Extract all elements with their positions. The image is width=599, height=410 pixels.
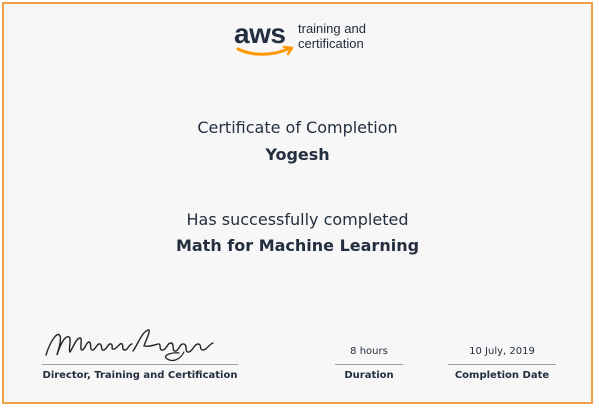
aws-logo (234, 16, 384, 62)
course-name: Math for Machine Learning (175, 236, 420, 255)
completion-statement: Has successfully completed (186, 210, 409, 229)
completion-date-value: 10 July, 2019 (469, 346, 535, 357)
duration-value: 8 hours (350, 346, 388, 357)
recipient-name: Yogesh (265, 145, 330, 164)
duration-line (335, 364, 403, 365)
aws-logo-text: aws (234, 18, 286, 49)
director-signature (42, 322, 222, 364)
completion-date-label: Completion Date (454, 370, 550, 381)
duration-label: Duration (344, 370, 394, 381)
signature-line (42, 364, 238, 365)
logo-line-2: certification (298, 36, 364, 51)
aws-training-certification-text (298, 21, 366, 51)
certificate-heading: Certificate of Completion (197, 118, 398, 137)
certificate (2, 2, 593, 404)
aws-smile-icon (236, 45, 296, 57)
completion-date-line (448, 364, 556, 365)
logo-line-1: training and (298, 21, 366, 36)
signature-label: Director, Training and Certification (42, 370, 238, 381)
